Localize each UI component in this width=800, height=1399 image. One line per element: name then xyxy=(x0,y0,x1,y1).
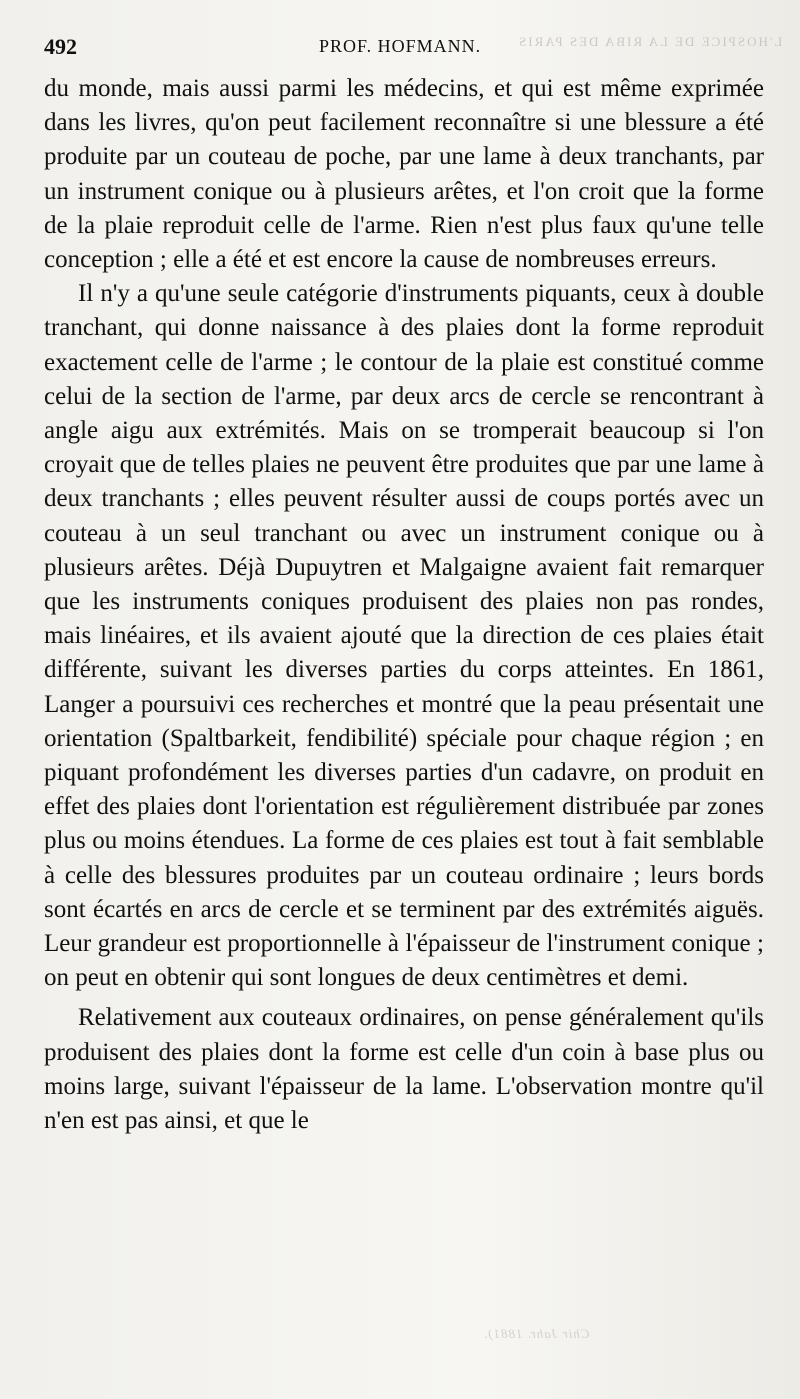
bleed-through-text: L'HOSPICE DE LA RIBA DES PARIS xyxy=(516,34,782,49)
bleed-through-text-bottom: Chir Jahr. 1881). xyxy=(483,1326,590,1341)
body-text xyxy=(44,72,764,1138)
page-header xyxy=(44,34,764,64)
paragraph-2: Il n'y a qu'une seule catégorie d'instruments piquants, ceux à double tranchant, qui donne naissance à des plaies dont la forme reproduit exactement celle de l'arme ; le contour de la plaie est constitué comme celui de la section de l'arme, par deux arcs de cercle se rencontrant à angle aigu aux extrémités. Mais on se tromperait beaucoup si l'on croyait que de telles plaies ne peuvent être produites que par une lame à deux tranchants ; elles peuvent résulter aussi de coups portés avec un couteau à un seul tranchant ou avec un instrument conique ou à plusieurs arêtes. Déjà Dupuytren et Malgaigne avaient fait remarquer que les instruments coniques produisent des plaies non pas rondes, mais linéaires, et ils avaient ajouté que la direction de ces plaies était différente, suivant les diverses parties du corps atteintes. En 1861, Langer a poursuivi ces recherches et montré que la peau présentait une orientation (Spaltbarkeit, fendibilité) spéciale pour chaque région ; en piquant profondément les diverses parties d'un cadavre, on produit en effet des plaies dont l'orientation est régulièrement distribuée par zones plus ou moins étendues. La forme de ces plaies est tout à fait semblable à celle des blessures produites par un couteau ordinaire ; leurs bords sont écartés en arcs de cercle et se terminent par des extrémités aiguës. Leur grandeur est proportionnelle à l'épaisseur de l'instrument conique ; on peut en obtenir qui sont longues de deux centimètres et demi. xyxy=(44,280,764,992)
running-head: PROF. HOFMANN. xyxy=(319,36,482,56)
paragraph-1: du monde, mais aussi parmi les médecins, et qui est même exprimée dans les livres, qu'on peut facilement reconnaître si une blessure a été produite par un couteau de poche, par une lame à deux tranchants, par un instrument conique ou à plusieurs arêtes, et l'on croit que la forme de la plaie reproduit celle de l'arme. Rien n'est plus faux qu'une telle conception ; elle a été et est encore la cause de nombreuses erreurs. xyxy=(44,75,764,274)
page-number: 492 xyxy=(44,34,77,59)
paragraph-3: Relativement aux couteaux ordinaires, on pense généralement qu'ils produisent des plaies dont la forme est celle d'un coin à base plus ou moins large, suivant l'épaisseur de la lame. L'observation montre qu'il n'en est pas ainsi, et que le xyxy=(44,1004,764,1135)
